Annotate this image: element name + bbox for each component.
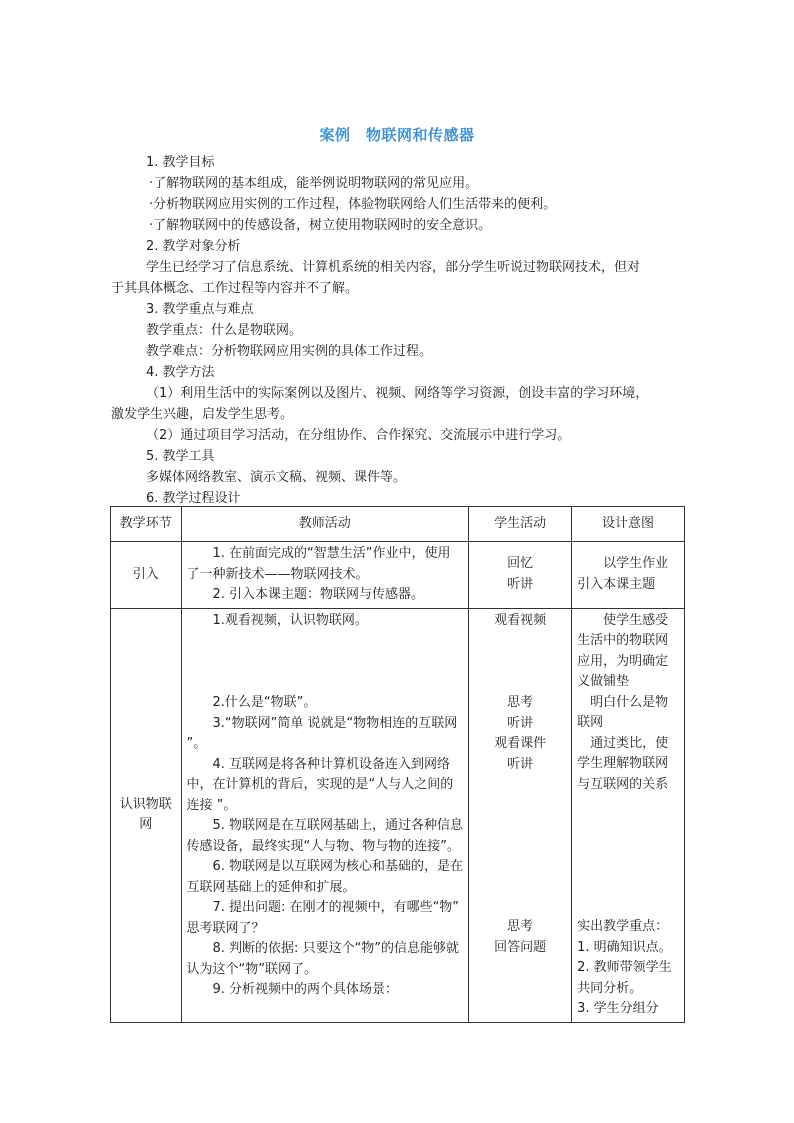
method-item-line: 激发学生兴趣，启发学生思考。 (111, 407, 294, 422)
teacher-step: 4. 互联网是将各种计算机设备连入到网络中，在计算机的背后，实现的是“人与人之间的连接 ”。 (186, 756, 454, 813)
student-activity-cell (469, 542, 572, 609)
teacher-activity-cell (181, 542, 469, 609)
teacher-step: 2.什么是“物联”。 (186, 695, 317, 710)
key-point: 教学重点：什么是物联网。 (146, 323, 303, 338)
student-step: 观看课件 (494, 736, 547, 751)
teaching-process-table (110, 506, 685, 1023)
spacer (474, 775, 566, 917)
student-step: 思考 (507, 695, 534, 710)
teacher-step: 9. 分析视频中的两个具体场景： (186, 982, 399, 997)
teacher-activity-cell (181, 608, 469, 1022)
section-5-heading: 5. 教学工具 (146, 449, 215, 464)
intent-text: 使学生感受生活中的物联网应用，为明确定义做铺垫 (577, 612, 669, 689)
audience-text-line: 于其具体概念、工作过程等内容并不了解。 (111, 281, 359, 296)
teacher-step: 3.“物联网”简单 说就是“物物相连的互联网 ”。 (186, 715, 458, 751)
teacher-step: 7. 提出问题: 在刚才的视频中，有哪些“物” 思考联网了？ (186, 900, 460, 936)
objective-item: ·了解物联网的基本组成，能举例说明物联网的常见应用。 (149, 176, 479, 191)
spacer (187, 631, 464, 693)
table-row (111, 608, 685, 1022)
section-2-heading: 2. 教学对象分析 (146, 239, 241, 254)
tools-text: 多媒体网络教室、演示文稿、视频、课件等。 (146, 470, 407, 485)
method-item: （2）通过项目学习活动，在分组协作、合作探究、交流展示中进行学习。 (146, 428, 571, 443)
header-student-activity: 学生活动 (469, 507, 572, 542)
difficult-point: 教学难点：分析物联网应用实例的具体工作过程。 (146, 344, 433, 359)
table-header-row (111, 507, 685, 542)
student-step: 思考 (507, 919, 534, 934)
header-design-intent: 设计意图 (572, 507, 685, 542)
teacher-step: 5. 物联网是在互联网基础上，通过各种信息传感设备，最终实现“人与物、物与物的连接”。 (186, 818, 464, 854)
student-step: 回答问题 (494, 939, 547, 955)
student-step: 听讲 (507, 756, 534, 772)
teacher-step: 6. 物联网是以互联网为核心和基础的，是在互联网基础上的延伸和扩展。 (186, 859, 464, 895)
student-step: 听讲 (507, 576, 534, 592)
design-intent-cell (572, 608, 685, 1022)
document-title: 案例 物联网和传感器 (319, 126, 475, 144)
section-6-heading: 6. 教学过程设计 (146, 491, 241, 506)
teacher-step: 1. 在前面完成的“智慧生活”作业中，使用了一种新技术——物联网技术。 (186, 546, 451, 582)
intent-text: 1. 明确知识点。 (577, 939, 672, 955)
section-3-heading: 3. 教学重点与难点 (146, 302, 254, 317)
intro-sections (111, 152, 686, 509)
design-intent-cell: 以学生作业引入本课主题 (572, 542, 685, 609)
section-1-heading: 1. 教学目标 (146, 155, 215, 170)
intent-text: 实出教学重点： (577, 919, 669, 934)
student-step: 回忆 (507, 556, 534, 572)
stage-cell: 引入 (111, 542, 182, 609)
header-teacher-activity: 教师活动 (181, 507, 469, 542)
header-stage: 教学环节 (111, 507, 182, 542)
teacher-step: 2. 引入本课主题：物联网与传感器。 (186, 587, 425, 602)
section-4-heading: 4. 教学方法 (146, 365, 215, 380)
objective-item: ·了解物联网中的传感设备，树立使用物联网时的安全意识。 (149, 218, 492, 233)
spacer (577, 795, 679, 917)
spacer (474, 631, 566, 693)
intent-text: 3. 学生分组分 (577, 1001, 659, 1016)
teacher-step: 8. 判断的依据: 只要这个“物”的信息能够就认为这个“物”联网了。 (186, 941, 460, 977)
teacher-step: 1.观看视频，认识物联网。 (186, 612, 368, 628)
method-item-line: （1）利用生活中的实际案例以及图片、视频、网络等学习资源，创设丰富的学习环境， (146, 386, 649, 401)
stage-cell: 认识物联网 (111, 608, 182, 1022)
audience-text-line: 学生已经学习了信息系统、计算机系统的相关内容，部分学生听说过物联网技术，但对 (146, 260, 641, 275)
intent-text: 通过类比，使学生理解物联网与互联网的关系 (577, 735, 669, 792)
intent-text: 明白什么是物联网 (577, 694, 669, 730)
student-step: 听讲 (507, 715, 534, 731)
student-step: 观看视频 (494, 612, 547, 628)
objective-item: ·分析物联网应用实例的工作过程，体验物联网给人们生活带来的便利。 (149, 197, 557, 212)
intent-text: 2. 教师带领学生共同分析。 (577, 960, 672, 996)
table-row (111, 542, 685, 609)
student-activity-cell (469, 608, 572, 1022)
